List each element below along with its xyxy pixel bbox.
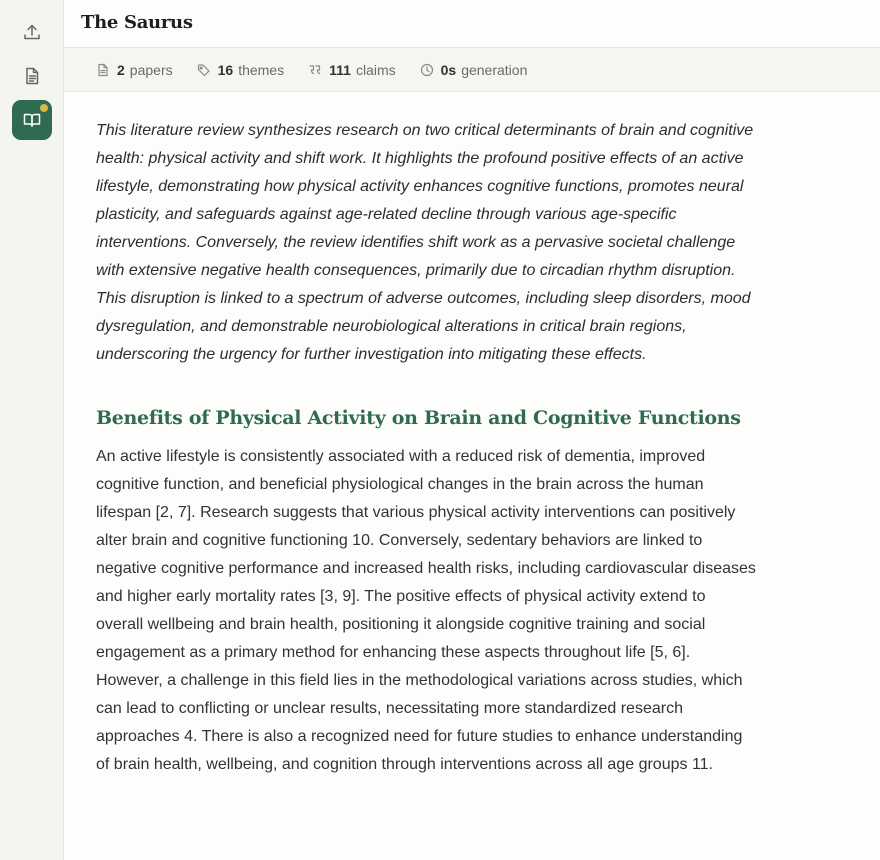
stat-papers <box>96 62 173 78</box>
stat-claims <box>308 62 396 78</box>
notification-badge <box>39 103 49 113</box>
stat-themes <box>197 62 285 78</box>
section-body: An active lifestyle is consistently associated with a reduced risk of dementia, improved cognitive function, and beneficial physiological changes in the brain across the human lifespan [2, 7]. Research suggests that various physical activity interventions can positively alter brain and cognitive functioning 10. Conversely, sedentary behaviors are linked to negative cognitive performance and increased health risks, including cardiovascular diseases and higher early mortality rates [3, 9]. The positive effects of physical activity extend to overall wellbeing and brain health, positioning it alongside cognitive training and social engagement as a primary method for enhancing these aspects throughout life [5, 6]. However, a challenge in this field lies in the methodological variations across studies, which can lead to conflicting or unclear results, necessitating more standardized research approaches 4. There is also a recognized need for future studies to enhance understanding of brain health, wellbeing, and cognition through interventions across all age groups 11. <box>96 448 756 773</box>
upload-button[interactable] <box>12 12 52 52</box>
stat-papers-value: 2 <box>117 61 125 78</box>
icon-rail <box>0 0 64 860</box>
stat-generation-label: generation <box>461 61 528 78</box>
app-title: The Saurus <box>81 12 193 33</box>
stat-claims-label: claims <box>355 61 396 78</box>
review-summary: This literature review synthesizes research on two critical determinants of brain and cognitive health: physical activity and shift work. It highlights the profound positive effects of an active lifestyle, demonstrating how physical activity enhances cognitive functions, promotes neural plasticity, and safeguards against age-related decline through various age-specific interventions. Conversely, the review identifies shift work as a pervasive societal challenge with extensive negative health consequences, primarily due to circadian rhythm disruption. This disruption is linked to a spectrum of adverse outcomes, including sleep disorders, mood dysregulation, and demonstrable neurobiological alterations in critical brain regions, underscoring the urgency for further investigation into mitigating these effects. <box>96 122 754 363</box>
stat-papers-label: papers <box>129 61 173 78</box>
file-icon <box>96 63 110 77</box>
app-header <box>64 0 880 48</box>
section-title: Benefits of Physical Activity on Brain and Cognitive Functions <box>96 407 741 429</box>
book-open-icon <box>22 110 42 130</box>
stat-claims-value: 111 <box>329 61 351 78</box>
review-content <box>96 117 756 779</box>
stat-themes-label: themes <box>238 61 285 78</box>
stat-generation <box>420 62 528 78</box>
clock-icon <box>420 63 434 77</box>
tag-icon <box>197 63 211 77</box>
document-icon <box>22 66 42 86</box>
quote-icon <box>308 63 322 77</box>
review-button[interactable] <box>12 100 52 140</box>
upload-icon <box>22 22 42 42</box>
stats-bar <box>64 48 880 92</box>
documents-button[interactable] <box>12 56 52 96</box>
stat-themes-value: 16 <box>217 61 234 78</box>
stat-generation-value: 0s <box>440 61 457 78</box>
